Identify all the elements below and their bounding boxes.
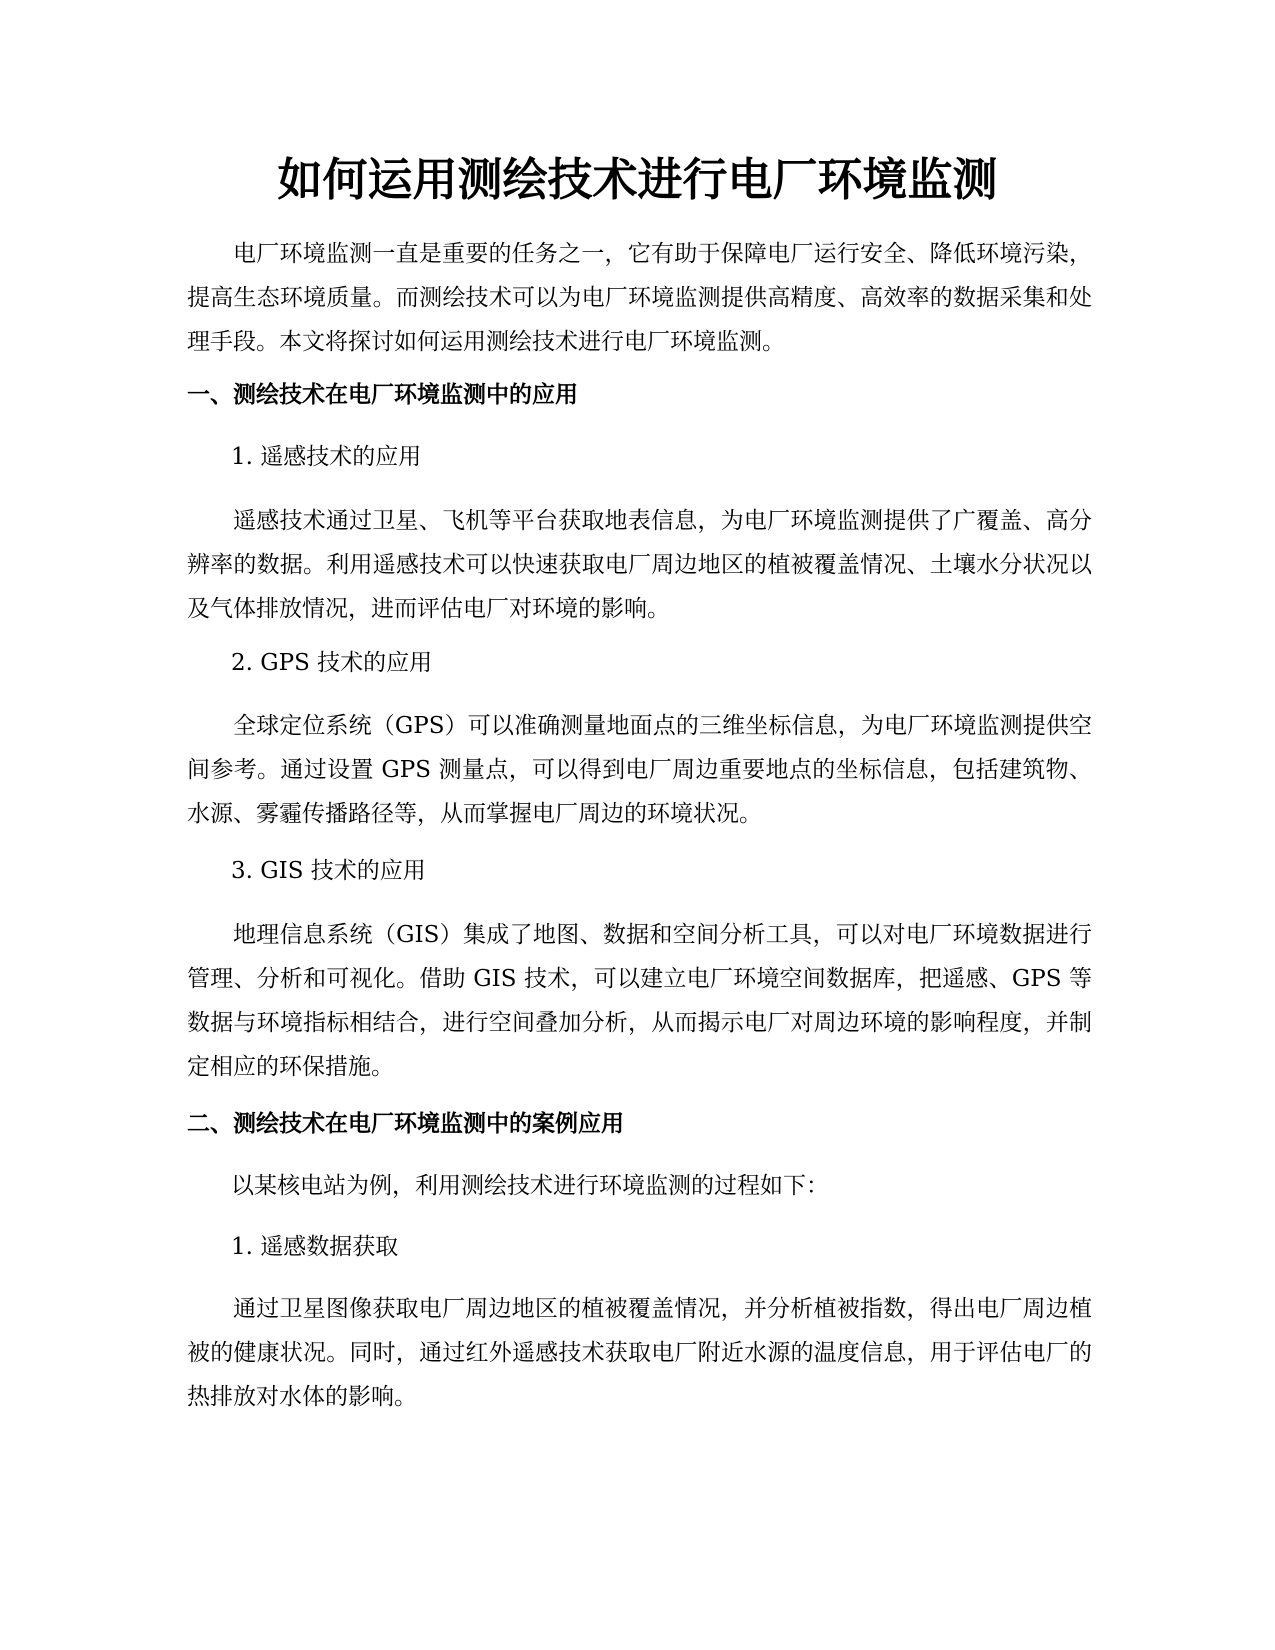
section-2-item-1-body: 通过卫星图像获取电厂周边地区的植被覆盖情况，并分析植被指数，得出电厂周边植被的健康状况。同时，通过红外遥感技术获取电厂附近水源的温度信息，用于评估电厂的热排放对水体的影响。 [187, 1296, 1092, 1410]
section-2-heading: 二、测绘技术在电厂环境监测中的案例应用 [187, 1111, 624, 1137]
section-1-heading: 一、测绘技术在电厂环境监测中的应用 [187, 382, 578, 408]
section-1-item-2-heading: 2. GPS 技术的应用 [231, 650, 433, 676]
section-1-item-3-body: 地理信息系统（GIS）集成了地图、数据和空间分析工具，可以对电厂环境数据进行管理、分析和可视化。借助 GIS 技术，可以建立电厂环境空间数据库，把遥感、GPS 等数据与环境指标相结合，进行空间叠加分析，从而揭示电厂对周边环境的影响程度，并制定相应的环保措施。 [187, 922, 1092, 1080]
section-1-item-3-heading: 3. GIS 技术的应用 [231, 858, 426, 884]
section-1-item-2-body: 全球定位系统（GPS）可以准确测量地面点的三维坐标信息，为电厂环境监测提供空间参考。通过设置 GPS 测量点，可以得到电厂周边重要地点的坐标信息，包括建筑物、水源、雾霾传播路径等，从而掌握电厂周边的环境状况。 [187, 713, 1092, 827]
intro-paragraph: 电厂环境监测一直是重要的任务之一，它有助于保障电厂运行安全、降低环境污染，提高生态环境质量。而测绘技术可以为电厂环境监测提供高精度、高效率的数据采集和处理手段。本文将探讨如何运用测绘技术进行电厂环境监测。 [187, 241, 1092, 355]
section-2-intro: 以某核电站为例，利用测绘技术进行环境监测的过程如下： [231, 1173, 829, 1199]
section-2-item-1-heading: 1. 遥感数据获取 [231, 1234, 399, 1260]
section-1-item-1-body: 遥感技术通过卫星、飞机等平台获取地表信息，为电厂环境监测提供了广覆盖、高分辨率的数据。利用遥感技术可以快速获取电厂周边地区的植被覆盖情况、土壤水分状况以及气体排放情况，进而评估电厂对环境的影响。 [187, 508, 1092, 622]
section-1-item-1-heading: 1. 遥感技术的应用 [231, 444, 422, 470]
document-title: 如何运用测绘技术进行电厂环境监测 [277, 153, 998, 206]
